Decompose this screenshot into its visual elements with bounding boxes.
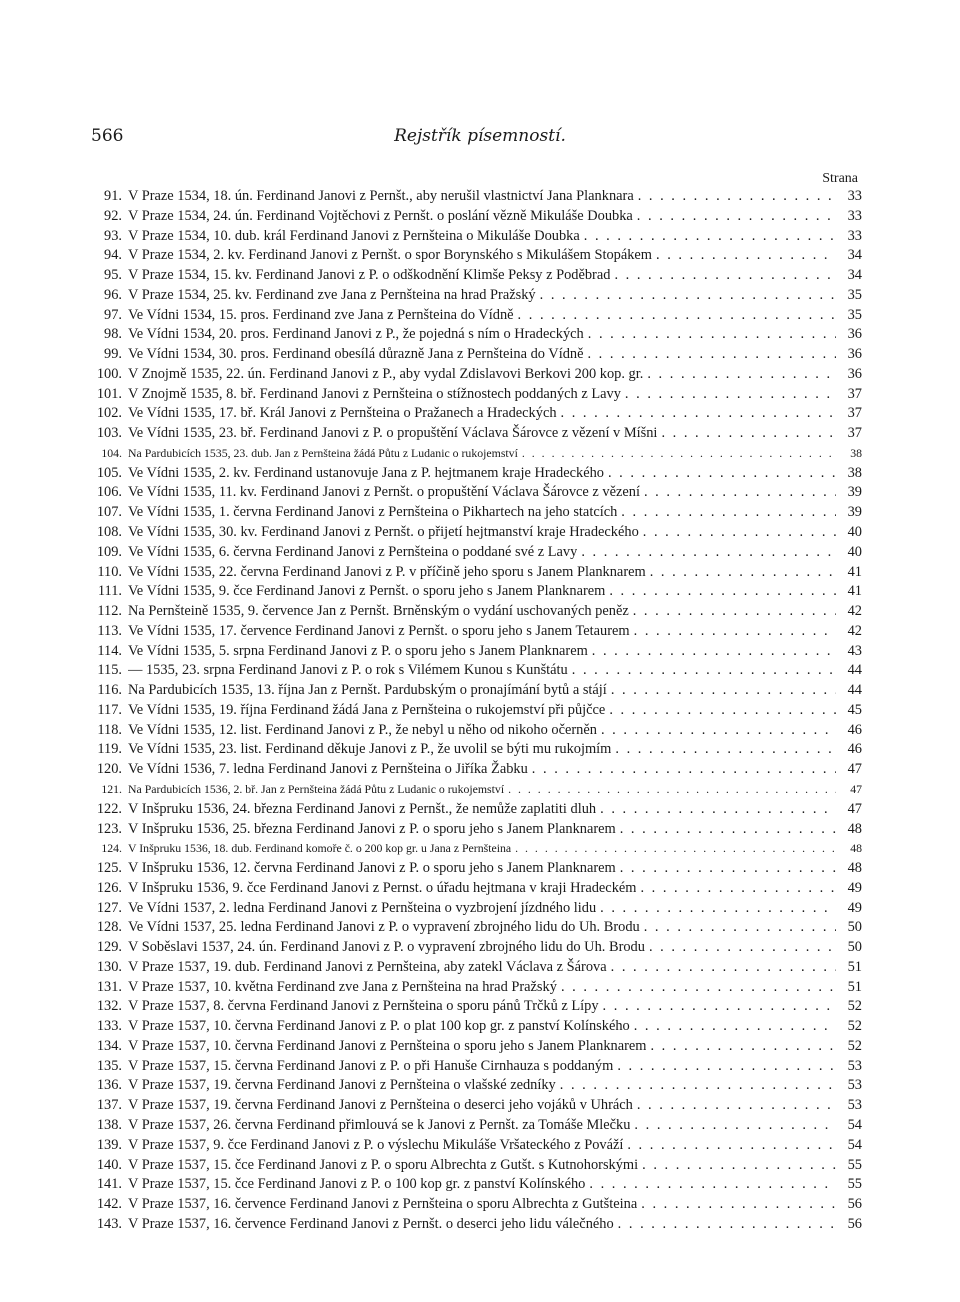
dot-leader	[649, 938, 836, 958]
entry-number: 123.	[96, 820, 122, 837]
register-entry	[84, 1096, 862, 1116]
dot-leader	[650, 1037, 836, 1057]
dot-leader	[515, 839, 836, 859]
dot-leader	[644, 483, 836, 503]
dot-leader	[611, 681, 836, 701]
entry-page-number: 50	[847, 939, 862, 956]
entry-page-number: 41	[847, 563, 862, 580]
dot-leader	[620, 859, 836, 879]
entry-description: Na Pernšteině 1535, 9. července Jan z Pernšt. Brněnským o vydání uschovaných peněz	[128, 603, 629, 620]
dot-leader	[637, 1096, 836, 1116]
page-number: 566	[91, 126, 124, 146]
entry-number: 92.	[104, 207, 122, 224]
entry-page-number: 53	[847, 1057, 862, 1074]
register-entry	[84, 1037, 862, 1057]
entry-page-number: 53	[847, 1077, 862, 1094]
dot-leader	[518, 306, 836, 326]
register-entry	[84, 1116, 862, 1136]
entry-description: Ve Vídni 1535, 6. června Ferdinand Janovi z Pernšteina o poddané své z Lavy	[128, 543, 578, 560]
register-entry	[84, 1215, 862, 1235]
entry-number: 93.	[104, 227, 122, 244]
entry-page-number: 33	[847, 207, 862, 224]
entry-description: V Inšpruku 1536, 9. čce Ferdinand Janovi z Pernst. o úřadu hejtmana v kraji Hradeckém	[128, 879, 637, 896]
entry-page-number: 37	[847, 405, 862, 422]
entry-description: V Soběslavi 1537, 24. ún. Ferdinand Janovi z P. o vypravení zbrojného lidu do Uh. Brodu	[128, 939, 645, 956]
register-entry	[84, 246, 862, 266]
dot-leader	[584, 227, 836, 247]
entry-number: 132.	[96, 998, 122, 1015]
entry-number: 108.	[96, 524, 122, 541]
entry-number: 95.	[104, 267, 122, 284]
register-entry	[84, 760, 862, 780]
entry-page-number: 54	[847, 1136, 862, 1153]
entry-number: 111.	[97, 583, 122, 600]
dot-leader	[618, 1215, 836, 1235]
entry-number: 118.	[97, 721, 122, 738]
column-label-strana: Strana	[822, 171, 858, 186]
dot-leader	[640, 879, 836, 899]
dot-leader	[634, 622, 836, 642]
dot-leader	[637, 207, 836, 227]
entry-number: 113.	[97, 622, 122, 639]
register-entry	[84, 266, 862, 286]
entry-number: 110.	[97, 563, 122, 580]
entry-description: V Praze 1534, 15. kv. Ferdinand Janovi z P. o odškodnění Klimše Peksy z Poděbrad	[128, 267, 611, 284]
register-entry	[84, 543, 862, 563]
register-entry	[84, 800, 862, 820]
register-entry	[84, 839, 862, 859]
entry-page-number: 47	[847, 800, 862, 817]
dot-leader	[656, 246, 836, 266]
dot-leader	[620, 820, 836, 840]
entry-description: Ve Vídni 1535, 17. července Ferdinand Janovi z Pernšt. o sporu jeho s Janem Tetaurem	[128, 622, 630, 639]
entry-description: Ve Vídni 1537, 25. ledna Ferdinand Janovi z P. o vypravení zbrojného lidu do Uh. Brodu	[128, 919, 640, 936]
entry-page-number: 50	[847, 919, 862, 936]
dot-leader	[642, 1156, 836, 1176]
entry-number: 98.	[104, 326, 122, 343]
entry-page-number: 48	[850, 841, 862, 856]
entry-number: 91.	[104, 188, 122, 204]
entry-page-number: 52	[847, 1018, 862, 1035]
entry-description: V Praze 1537, 10. května Ferdinand zve Jana z Pernšteina na hrad Pražský	[128, 978, 557, 995]
dot-leader	[508, 780, 836, 800]
entry-description: Ve Vídni 1535, 23. bř. Ferdinand Janovi z P. o propuštění Václava Šárovce z vězení v Míšni	[128, 425, 658, 442]
entry-page-number: 36	[847, 326, 862, 343]
entry-page-number: 44	[847, 682, 862, 699]
entry-number: 101.	[96, 385, 122, 402]
register-entry	[84, 997, 862, 1017]
dot-leader	[532, 760, 836, 780]
entry-number: 102.	[96, 405, 122, 422]
register-entry	[84, 444, 862, 464]
document-register-list	[84, 187, 862, 1235]
entry-description: V Inšpruku 1536, 18. dub. Ferdinand komoře č. o 200 kop gr. u Jana z Pernšteina	[128, 841, 512, 856]
entry-page-number: 36	[847, 346, 862, 363]
dot-leader	[561, 978, 836, 998]
dot-leader	[592, 642, 836, 662]
entry-number: 97.	[104, 306, 122, 323]
register-entry	[84, 740, 862, 760]
dot-leader	[587, 345, 836, 365]
entry-page-number: 42	[847, 622, 862, 639]
entry-description: Ve Vídni 1534, 15. pros. Ferdinand zve Jana z Pernšteina do Vídně	[128, 306, 514, 323]
entry-description: V Praze 1534, 2. kv. Ferdinand Janovi z Pernšt. o spor Borynského s Mikulášem Stopákem	[128, 247, 652, 264]
entry-number: 109.	[96, 543, 122, 560]
entry-description: V Praze 1534, 25. kv. Ferdinand zve Jana z Pernšteina na hrad Pražský	[128, 286, 536, 303]
entry-description: V Praze 1537, 16. července Ferdinand Janovi z Pernšt. o deserci jeho lidu válečného	[128, 1215, 614, 1232]
dot-leader	[621, 503, 836, 523]
register-entry	[84, 306, 862, 326]
register-entry	[84, 582, 862, 602]
register-entry	[84, 780, 862, 800]
register-entry	[84, 207, 862, 227]
register-entry	[84, 503, 862, 523]
dot-leader	[643, 523, 836, 543]
entry-number: 96.	[104, 286, 122, 303]
entry-page-number: 51	[847, 978, 862, 995]
register-entry	[84, 899, 862, 919]
entry-description: — 1535, 23. srpna Ferdinand Janovi z P. o rok s Vilémem Kunou s Kunštátu	[128, 662, 568, 679]
entry-number: 117.	[97, 701, 122, 718]
entry-page-number: 37	[847, 385, 862, 402]
register-entry	[84, 622, 862, 642]
entry-page-number: 51	[847, 958, 862, 975]
register-entry	[84, 385, 862, 405]
entry-page-number: 52	[847, 1037, 862, 1054]
dot-leader	[661, 424, 836, 444]
entry-description: Ve Vídni 1535, 1. června Ferdinand Janovi z Pernšteina o Pikhartech na jeho statcích	[128, 504, 618, 521]
entry-number: 121.	[101, 781, 122, 796]
register-entry	[84, 1136, 862, 1156]
entry-description: V Znojmě 1535, 8. bř. Ferdinand Janovi z Pernšteina o stížnostech poddaných z Lavy	[128, 385, 621, 402]
register-entry	[84, 938, 862, 958]
register-entry	[84, 820, 862, 840]
entry-page-number: 46	[847, 741, 862, 758]
entry-description: Ve Vídni 1535, 11. kv. Ferdinand Janovi z Pernšt. o propuštění Václava Šárovce z vězení	[128, 484, 640, 501]
dot-leader	[581, 543, 836, 563]
dot-leader	[600, 899, 836, 919]
entry-page-number: 38	[847, 464, 862, 481]
entry-number: 143.	[96, 1215, 122, 1232]
entry-description: V Znojmě 1535, 22. ún. Ferdinand Janovi z P., aby vydal Zdislavovi Berkovi 200 kop. gr.	[128, 365, 644, 382]
entry-number: 122.	[96, 800, 122, 817]
entry-description: Ve Vídni 1534, 30. pros. Ferdinand obesílá důrazně Jana z Pernšteina do Vídně	[128, 346, 584, 363]
entry-description: Ve Vídni 1535, 2. kv. Ferdinand ustanovuje Jana z P. hejtmanem kraje Hradeckého	[128, 464, 604, 481]
register-entry	[84, 721, 862, 741]
dot-leader	[608, 464, 836, 484]
entry-page-number: 40	[847, 524, 862, 541]
entry-page-number: 47	[847, 761, 862, 778]
entry-number: 136.	[96, 1077, 122, 1094]
entry-page-number: 34	[847, 267, 862, 284]
register-entry	[84, 1017, 862, 1037]
entry-description: Ve Vídni 1535, 22. června Ferdinand Janovi z P. v příčině jeho sporu s Janem Planknarem	[128, 563, 646, 580]
dot-leader	[614, 266, 836, 286]
entry-description: V Praze 1537, 10. června Ferdinand Janovi z Pernšteina o sporu jeho s Janem Planknarem	[128, 1037, 647, 1054]
entry-page-number: 43	[847, 642, 862, 659]
entry-number: 100.	[96, 365, 122, 382]
entry-description: Ve Vídni 1535, 12. list. Ferdinand Janovi z P., že nebyl u něho od nikoho očerněn	[128, 721, 597, 738]
dot-leader	[560, 1076, 836, 1096]
dot-leader	[609, 582, 836, 602]
dot-leader	[634, 1116, 836, 1136]
entry-number: 142.	[96, 1196, 122, 1213]
entry-description: V Praze 1534, 10. dub. král Ferdinand Janovi z Pernšteina o Mikuláše Doubka	[128, 227, 580, 244]
entry-page-number: 35	[847, 286, 862, 303]
entry-description: Ve Vídni 1537, 2. ledna Ferdinand Janovi z Pernšteina o vyzbrojení jízdného lidu	[128, 899, 597, 916]
entry-description: Ve Vídni 1534, 20. pros. Ferdinand Janovi z P., že pojedná s ním o Hradeckých	[128, 326, 584, 343]
entry-page-number: 44	[847, 662, 862, 679]
running-title: Rejstřík písemností.	[394, 126, 566, 146]
entry-description: V Praze 1537, 16. července Ferdinand Janovi z Pernšteina o sporu Albrechta z Gutšteina	[128, 1196, 638, 1213]
entry-description: Na Pardubicích 1535, 23. dub. Jan z Pernšteina žádá Půtu z Ludanic o rukojemství	[128, 445, 518, 460]
entry-page-number: 52	[847, 998, 862, 1015]
entry-page-number: 35	[847, 306, 862, 323]
dot-leader	[638, 187, 836, 207]
entry-description: Ve Vídni 1535, 19. října Ferdinand žádá Jana z Pernšteina o rukojemství při půjčce	[128, 701, 606, 718]
entry-page-number: 56	[847, 1215, 862, 1232]
entry-number: 114.	[97, 642, 122, 659]
register-entry	[84, 681, 862, 701]
entry-number: 112.	[97, 603, 122, 620]
register-entry	[84, 483, 862, 503]
entry-number: 130.	[96, 958, 122, 975]
entry-description: V Praze 1537, 10. června Ferdinand Janovi z P. o plat 100 kop gr. z panství Kolínského	[128, 1018, 630, 1035]
dot-leader	[627, 1136, 836, 1156]
dot-leader	[561, 404, 836, 424]
entry-number: 103.	[96, 425, 122, 442]
dot-leader	[615, 740, 836, 760]
entry-number: 94.	[104, 247, 122, 264]
entry-number: 137.	[96, 1097, 122, 1114]
register-entry	[84, 523, 862, 543]
entry-number: 120.	[96, 761, 122, 778]
register-entry	[84, 859, 862, 879]
register-entry	[84, 958, 862, 978]
register-entry	[84, 602, 862, 622]
entry-page-number: 39	[847, 484, 862, 501]
dot-leader	[644, 918, 836, 938]
entry-number: 131.	[96, 978, 122, 995]
entry-number: 135.	[96, 1057, 122, 1074]
entry-page-number: 49	[847, 899, 862, 916]
dot-leader	[634, 1017, 836, 1037]
register-entry	[84, 701, 862, 721]
entry-number: 104.	[101, 445, 122, 460]
entry-description: Ve Vídni 1535, 17. bř. Král Janovi z Pernšteina o Pražanech a Hradeckých	[128, 405, 557, 422]
entry-number: 129.	[96, 939, 122, 956]
entry-number: 140.	[96, 1156, 122, 1173]
dot-leader	[588, 325, 836, 345]
register-entry	[84, 1076, 862, 1096]
entry-page-number: 49	[847, 879, 862, 896]
entry-page-number: 46	[847, 721, 862, 738]
register-entry	[84, 424, 862, 444]
entry-number: 115.	[97, 662, 122, 679]
entry-description: Ve Vídni 1535, 5. srpna Ferdinand Janovi z P. o sporu jeho s Janem Planknarem	[128, 642, 588, 659]
entry-description: V Praze 1537, 8. června Ferdinand Janovi z Pernšteina o sporu pánů Trčků z Lípy	[128, 998, 599, 1015]
entry-number: 107.	[96, 504, 122, 521]
entry-number: 124.	[101, 841, 122, 856]
dot-leader	[601, 721, 836, 741]
entry-page-number: 40	[847, 543, 862, 560]
register-entry	[84, 879, 862, 899]
dot-leader	[603, 997, 836, 1017]
dot-leader	[609, 701, 836, 721]
register-entry	[84, 1057, 862, 1077]
dot-leader	[650, 563, 836, 583]
entry-description: V Praze 1534, 24. ún. Ferdinand Vojtěchovi z Pernšt. o poslání vězně Mikuláše Doubka	[128, 207, 633, 224]
entry-description: V Praze 1537, 9. čce Ferdinand Janovi z P. o výslechu Mikuláše Vršateckého z Pováží	[128, 1136, 624, 1153]
entry-number: 125.	[96, 860, 122, 877]
entry-number: 119.	[97, 741, 122, 758]
entry-description: V Praze 1537, 15. čce Ferdinand Janovi z P. o 100 kop gr. z panství Kolínského	[128, 1176, 586, 1193]
entry-number: 116.	[97, 682, 122, 699]
register-entry	[84, 345, 862, 365]
entry-page-number: 33	[847, 227, 862, 244]
entry-description: V Praze 1537, 26. června Ferdinand přimlouvá se k Janovi z Pernšt. za Tomáše Mlečku	[128, 1116, 631, 1133]
entry-page-number: 39	[847, 504, 862, 521]
entry-description: V Praze 1537, 19. dub. Ferdinand Janovi z Pernšteina, aby zatekl Václava z Šárova	[128, 958, 607, 975]
entry-number: 99.	[104, 346, 122, 363]
entry-number: 126.	[96, 879, 122, 896]
entry-page-number: 37	[847, 425, 862, 442]
entry-number: 105.	[96, 464, 122, 481]
entry-number: 133.	[96, 1018, 122, 1035]
entry-description: V Praze 1537, 19. června Ferdinand Janovi z Pernšteina o vlašské zedníky	[128, 1077, 556, 1094]
entry-description: Ve Vídni 1536, 7. ledna Ferdinand Janovi z Pernšteina o Jiříka Žabku	[128, 761, 528, 778]
register-entry	[84, 978, 862, 998]
entry-page-number: 45	[847, 701, 862, 718]
entry-description: V Praze 1537, 15. června Ferdinand Janovi z P. o při Hanuše Cirnhauza s poddaným	[128, 1057, 614, 1074]
entry-description: V Inšpruku 1536, 12. června Ferdinand Janovi z P. o sporu jeho s Janem Planknarem	[128, 860, 616, 877]
entry-number: 134.	[96, 1037, 122, 1054]
entry-page-number: 34	[847, 247, 862, 264]
entry-page-number: 41	[847, 583, 862, 600]
register-entry	[84, 918, 862, 938]
entry-description: V Inšpruku 1536, 25. března Ferdinand Janovi z P. o sporu jeho s Janem Planknarem	[128, 820, 616, 837]
entry-page-number: 53	[847, 1097, 862, 1114]
entry-page-number: 55	[847, 1176, 862, 1193]
register-entry	[84, 1156, 862, 1176]
entry-page-number: 54	[847, 1116, 862, 1133]
register-entry	[84, 1195, 862, 1215]
entry-number: 138.	[96, 1116, 122, 1133]
register-entry	[84, 563, 862, 583]
entry-description: V Inšpruku 1536, 24. března Ferdinand Janovi z Pernšt., že nemůže zaplatiti dluh	[128, 800, 597, 817]
dot-leader	[633, 602, 836, 622]
register-entry	[84, 187, 862, 207]
entry-page-number: 47	[850, 781, 862, 796]
entry-page-number: 56	[847, 1196, 862, 1213]
dot-leader	[589, 1175, 836, 1195]
entry-description: Na Pardubicích 1535, 13. října Jan z Pernšt. Pardubským o pronajímání bytů a stájí	[128, 682, 607, 699]
entry-page-number: 33	[847, 188, 862, 204]
register-entry	[84, 642, 862, 662]
entry-number: 141.	[96, 1176, 122, 1193]
register-entry	[84, 1175, 862, 1195]
entry-page-number: 38	[850, 445, 862, 460]
dot-leader	[617, 1057, 836, 1077]
register-entry	[84, 325, 862, 345]
entry-description: V Praze 1537, 19. června Ferdinand Janovi z Pernšteina o deserci jeho vojáků v Uhrách	[128, 1097, 633, 1114]
entry-page-number: 36	[847, 365, 862, 382]
entry-number: 127.	[96, 899, 122, 916]
entry-description: Ve Vídni 1535, 23. list. Ferdinand děkuje Janovi z P., že uvolil se býti mu rukojmím	[128, 741, 612, 758]
entry-description: V Praze 1534, 18. ún. Ferdinand Janovi z Pernšt., aby nerušil vlastnictví Jana Planknara	[128, 188, 634, 204]
entry-description: Ve Vídni 1535, 9. čce Ferdinand Janovi z Pernšt. o sporu jeho s Janem Planknarem	[128, 583, 606, 600]
entry-page-number: 42	[847, 603, 862, 620]
entry-number: 106.	[96, 484, 122, 501]
register-entry	[84, 227, 862, 247]
dot-leader	[522, 444, 836, 464]
dot-leader	[540, 286, 836, 306]
dot-leader	[600, 800, 836, 820]
dot-leader	[611, 958, 836, 978]
dot-leader	[641, 1195, 836, 1215]
register-entry	[84, 661, 862, 681]
dot-leader	[625, 385, 836, 405]
register-entry	[84, 404, 862, 424]
entry-number: 139.	[96, 1136, 122, 1153]
entry-page-number: 55	[847, 1156, 862, 1173]
entry-description: Ve Vídni 1535, 30. kv. Ferdinand Janovi z Pernšt. o přijetí hejtmanství kraje Hradeckého	[128, 524, 639, 541]
entry-page-number: 48	[847, 820, 862, 837]
entry-description: V Praze 1537, 15. čce Ferdinand Janovi z P. o sporu Albrechta z Gutšt. s Kutnohorskými	[128, 1156, 639, 1173]
dot-leader	[647, 365, 836, 385]
register-entry	[84, 365, 862, 385]
entry-number: 128.	[96, 919, 122, 936]
register-entry	[84, 286, 862, 306]
dot-leader	[572, 661, 836, 681]
entry-page-number: 48	[847, 860, 862, 877]
register-entry	[84, 464, 862, 484]
entry-description: Na Pardubicích 1536, 2. bř. Jan z Pernšteina žádá Půtu z Ludanic o rukojemství	[128, 781, 505, 796]
